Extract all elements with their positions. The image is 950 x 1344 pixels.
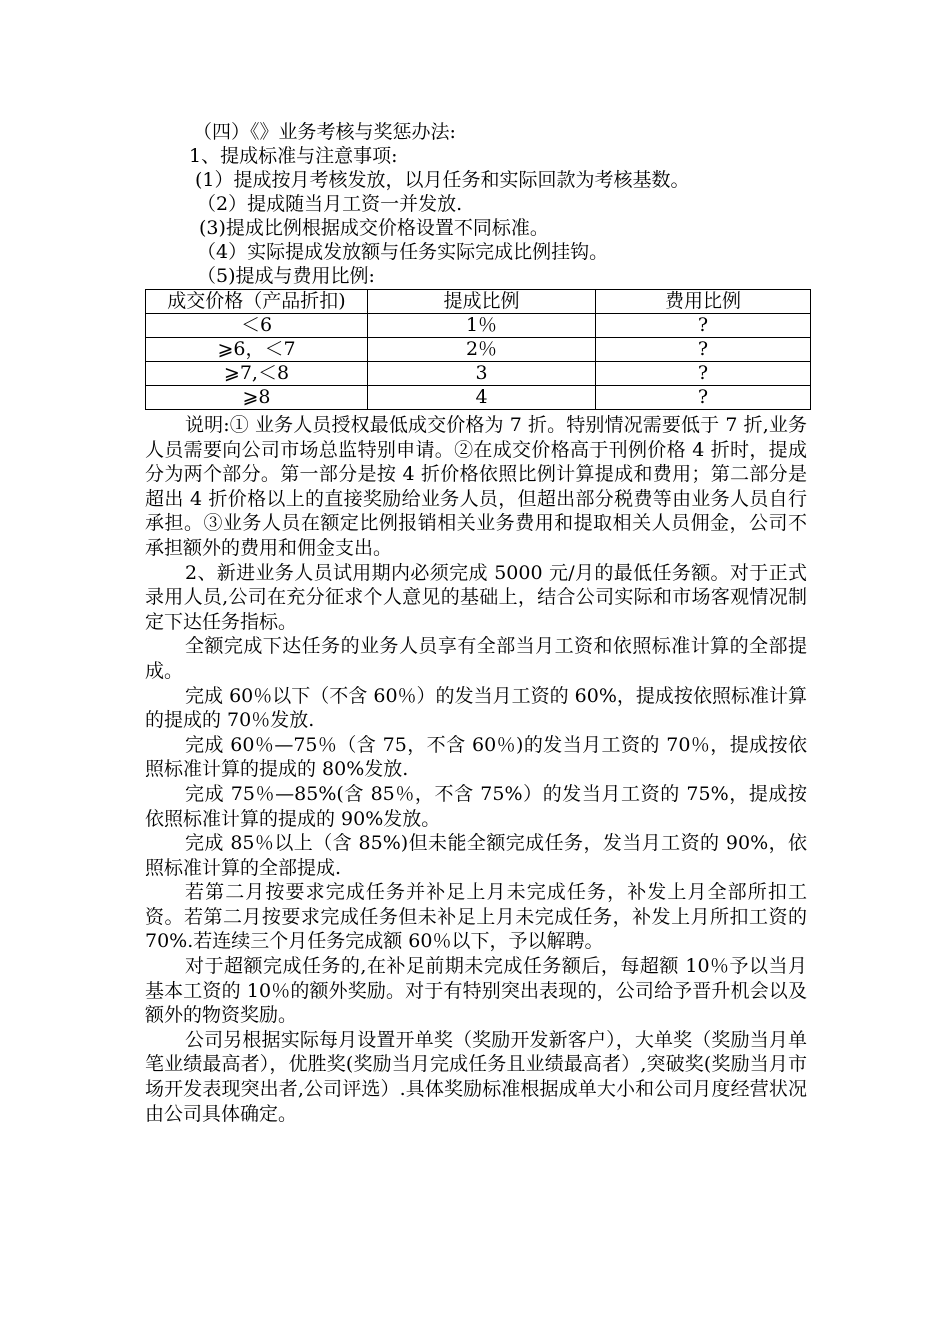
list-item: （5)提成与费用比例: [197,265,375,287]
body-paragraph: 完成 60％—75％（含 75，不含 60％)的发当月工资的 70％，提成按依照标准计算的提成的 80%发放. [145,733,807,781]
document-page [145,120,807,1126]
table-header-price: 成交价格（产品折扣) [146,290,368,314]
body-paragraph: 完成 60％以下（不含 60％）的发当月工资的 60%，提成按依照标准计算的提成的 70％发放. [145,684,807,732]
table-header-expense: 费用比例 [596,290,811,314]
body-paragraph: 若第二月按要求完成任务并补足上月未完成任务，补发上月全部所扣工资。若第二月按要求完成任务但未补足上月未完成任务，补发上月所扣工资的 70%.若连续三个月任务完成额 60％以下，予以解聘。 [145,881,807,953]
table-cell: ⩾8 [146,386,368,410]
commission-table [145,289,811,410]
list-item: （4）实际提成发放额与任务实际完成比例挂钩。 [197,241,609,263]
list-item: (1）提成按月考核发放，以月任务和实际回款为考核基数。 [195,169,690,191]
table-row [146,338,811,362]
body-paragraph: 完成 75％—85%(含 85％，不含 75%）的发当月工资的 75%，提成按依照标准计算的提成的 90%发放。 [145,782,807,830]
table-cell: 3 [368,362,596,386]
table-header-row [146,290,811,314]
body-paragraph: 2、新进业务人员试用期内必须完成 5000 元/月的最低任务额。对于正式录用人员,公司在充分征求个人意见的基础上，结合公司实际和市场客观情况制定下达任务指标。 [145,561,807,633]
table-cell: ⩾6，＜7 [146,338,368,362]
table-cell: ⩾7,＜8 [146,362,368,386]
table-cell: ? [596,338,811,362]
table-cell: 2％ [368,338,596,362]
list-item: （2）提成随当月工资一并发放. [197,193,463,215]
table-row [146,386,811,410]
table-row [146,362,811,386]
body-paragraph: 全额完成下达任务的业务人员享有全部当月工资和依照标准计算的全部提成。 [145,635,807,682]
body-paragraph: 完成 85％以上（含 85%)但未能全额完成任务，发当月工资的 90%，依照标准计算的全部提成. [145,832,807,879]
table-cell: 4 [368,386,596,410]
table-cell: 1％ [368,314,596,338]
table-row [146,314,811,338]
table-header-commission: 提成比例 [368,290,596,314]
body-paragraph: 对于超额完成任务的,在补足前期未完成任务额后，每超额 10％予以当月基本工资的 10％的额外奖励。对于有特别突出表现的，公司给予晋升机会以及额外的物资奖励。 [145,955,807,1027]
table-cell: ? [596,314,811,338]
body-paragraph: 公司另根据实际每月设置开单奖（奖励开发新客户），大单奖（奖励当月单笔业绩最高者），优胜奖(奖励当月完成任务且业绩最高者）,突破奖(奖励当月市场开发表现突出者,公司评选）.具体奖励标准根据成单大小和公司月度经营状况由公司具体确定。 [145,1028,807,1125]
table-cell: ＜6 [146,314,368,338]
section-heading: （四）《》业务考核与奖惩办法: [193,121,456,143]
subsection-heading: 1、提成标准与注意事项: [189,145,398,167]
table-cell: ? [596,386,811,410]
list-item: (3)提成比例根据成交价格设置不同标准。 [199,217,549,239]
note-paragraph: 说明:① 业务人员授权最低成交价格为 7 折。特别情况需要低于 7 折,业务人员需要向公司市场总监特别申请。②在成交价格高于刊例价格 4 折时，提成分为两个部分。第一部分是按 4 折价格依照比例计算提成和费用；第二部分是超出 4 折价格以上的直接奖励给业务人员，但超出部分税费等由业务人员自行承担。③业务人员在额定比例报销相关业务费用和提取相关人员佣金，公司不承担额外的费用和佣金支出。 [145,414,807,559]
table-cell: ? [596,362,811,386]
